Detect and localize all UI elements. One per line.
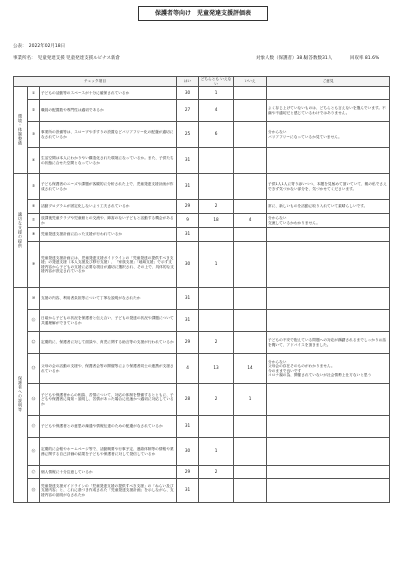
no-count bbox=[234, 466, 267, 479]
item-number: ⑯ bbox=[28, 438, 40, 466]
item-number: ⑩ bbox=[28, 288, 40, 310]
comment-text: 常に、新しいものを活動に取り入れていて素晴らしいです。 bbox=[267, 200, 390, 214]
table-row bbox=[14, 228, 390, 242]
no-count bbox=[234, 288, 267, 310]
item-number: ② bbox=[28, 100, 40, 122]
yes-count: 29 bbox=[177, 466, 199, 479]
either-count: 2 bbox=[199, 200, 234, 214]
no-count bbox=[234, 479, 267, 503]
header-comments: ご意見 bbox=[267, 77, 390, 87]
comment-text bbox=[267, 438, 390, 466]
no-count bbox=[234, 100, 267, 122]
category-text: 保護者への説明等 bbox=[18, 376, 23, 413]
comment-text bbox=[267, 228, 390, 242]
yes-count: 29 bbox=[177, 200, 199, 214]
either-count: 18 bbox=[199, 214, 234, 228]
yes-count: 31 bbox=[177, 148, 199, 174]
no-count bbox=[234, 438, 267, 466]
no-count bbox=[234, 416, 267, 438]
category-label bbox=[14, 174, 28, 288]
item-number: ① bbox=[28, 87, 40, 100]
table-row bbox=[14, 416, 390, 438]
table-row bbox=[14, 479, 390, 503]
item-number: ⑪ bbox=[28, 310, 40, 332]
item-text: 子どもや保護者からの相談、苦情について、対応の体制を整備するとともに、子どもや保護者に周知・説明し、苦情があった場合に迅速かつ適切に対応しているか bbox=[40, 384, 177, 416]
comment-text bbox=[267, 87, 390, 100]
comment-text: 分からない 父母会の存在そのものがわかりません。 今のままで良いです コロナ禍の為、開催されていないが社会情勢上仕方ないと思う bbox=[267, 354, 390, 384]
item-text: 職員の配置数や専門性は適切であるか bbox=[40, 100, 177, 122]
item-text: 子どもや保護者との意思の疎通や情報伝達のための配慮がなされているか bbox=[40, 416, 177, 438]
item-text: 日頃から子どもの状況を保護者と伝え合い、子どもの発達の状況や課題について共通理解ができているか bbox=[40, 310, 177, 332]
either-count bbox=[199, 310, 234, 332]
comment-text bbox=[267, 384, 390, 416]
table-row bbox=[14, 438, 390, 466]
yes-count: 31 bbox=[177, 479, 199, 503]
table-header-row bbox=[14, 77, 390, 87]
table-row bbox=[14, 200, 390, 214]
item-text: 活動プログラムが固定化しないよう工夫されているか bbox=[40, 200, 177, 214]
either-count: 2 bbox=[199, 332, 234, 354]
yes-count: 28 bbox=[177, 384, 199, 416]
table-row bbox=[14, 288, 390, 310]
item-text: 父母の会の活動の支援や、保護者会等の開催等により保護者同士の連携が支援されているか bbox=[40, 354, 177, 384]
table-row bbox=[14, 354, 390, 384]
comment-text bbox=[267, 148, 390, 174]
no-count bbox=[234, 310, 267, 332]
comment-text: 分からない バリアフリーになっているか見ていません。 bbox=[267, 122, 390, 148]
either-count: 1 bbox=[199, 242, 234, 288]
either-count bbox=[199, 288, 234, 310]
no-count bbox=[234, 200, 267, 214]
yes-count: 30 bbox=[177, 438, 199, 466]
comment-text bbox=[267, 310, 390, 332]
comment-text: 子供1人1人に寄り添いつつ、本題を見極めて頂いていて、親の私でさえできず気づかない部分を、気づかせてくださいます。 bbox=[267, 174, 390, 200]
item-text: 支援の内容、利用者負担等について丁寧な説明がなされたか bbox=[40, 288, 177, 310]
table-row bbox=[14, 466, 390, 479]
item-number: ⑰ bbox=[28, 466, 40, 479]
item-text: 子どもの活動等のスペースが十分に確保されているか bbox=[40, 87, 177, 100]
table-row bbox=[14, 174, 390, 200]
category-label bbox=[14, 87, 28, 174]
item-text: 定期的に、保護者に対して面談や、育児に関する助言等の支援が行われているか bbox=[40, 332, 177, 354]
page-title: 保護者等向け 児童発達支援評価表 bbox=[138, 6, 268, 21]
item-number: ⑱ bbox=[28, 479, 40, 503]
facility-name: 事業所名： 児童発達支援 児童発達支援ルピナス新倉 bbox=[13, 56, 120, 61]
yes-count: 31 bbox=[177, 310, 199, 332]
item-text: 事業所の設備等は、スロープや手すりの設置などバリアフリー化の配慮が適切になされているか bbox=[40, 122, 177, 148]
comment-text bbox=[267, 416, 390, 438]
item-number: ⑫ bbox=[28, 332, 40, 354]
item-text: 子ども保護者のニーズや課題が客観的に分析された上で、児童発達支援計画が作成されているか bbox=[40, 174, 177, 200]
either-count: 4 bbox=[199, 100, 234, 122]
response-count: 回答数数31人 bbox=[304, 56, 333, 61]
evaluation-table bbox=[13, 76, 390, 503]
item-number: ④ bbox=[28, 148, 40, 174]
header-either: どちらとも いえない bbox=[199, 77, 234, 87]
no-count bbox=[234, 332, 267, 354]
collection-rate: 回収率 81.6% bbox=[350, 56, 380, 61]
yes-count: 30 bbox=[177, 87, 199, 100]
either-count bbox=[199, 228, 234, 242]
table-row bbox=[14, 100, 390, 122]
item-number: ⑤ bbox=[28, 174, 40, 200]
no-count bbox=[234, 122, 267, 148]
header-yes: はい bbox=[177, 77, 199, 87]
no-count: 4 bbox=[234, 214, 267, 228]
item-number: ⑦ bbox=[28, 214, 40, 228]
item-number: ⑧ bbox=[28, 228, 40, 242]
item-text: 児童発達支援計画に沿った支援が行われているか bbox=[40, 228, 177, 242]
publish-date: 公表： 2022年02月18日 bbox=[13, 44, 66, 49]
either-count: 1 bbox=[199, 87, 234, 100]
item-text: 生活空間は本人にわかりやい構造化された環境になっているか。また、子供たちの状態に合せた空間となっているか bbox=[40, 148, 177, 174]
comment-text: 分からない 交流しているかわかりません。 bbox=[267, 214, 390, 228]
item-number: ⑮ bbox=[28, 416, 40, 438]
no-count bbox=[234, 242, 267, 288]
table-row bbox=[14, 310, 390, 332]
either-count bbox=[199, 479, 234, 503]
table-row bbox=[14, 242, 390, 288]
category-text: 適切な支援の提供 bbox=[18, 211, 23, 248]
comment-text bbox=[267, 288, 390, 310]
item-number: ⑭ bbox=[28, 384, 40, 416]
table-row bbox=[14, 148, 390, 174]
yes-count: 9 bbox=[177, 214, 199, 228]
category-label bbox=[14, 288, 28, 503]
table-row bbox=[14, 87, 390, 100]
no-count bbox=[234, 148, 267, 174]
table-row bbox=[14, 122, 390, 148]
either-count bbox=[199, 148, 234, 174]
item-number: ③ bbox=[28, 122, 40, 148]
either-count: 6 bbox=[199, 122, 234, 148]
comment-text bbox=[267, 466, 390, 479]
item-text: 児童発達支援計画には、児童発達支援ガイドラインの「児童発達の提供すべき支援」の発達支援（本人支援及び移行支援）、「家族支援」「地域支援」で示す支援内容から子どもの支援に必要な項目が適切に選択され、その上で、具体的な支援内容が設定されているか bbox=[40, 242, 177, 288]
no-count bbox=[234, 228, 267, 242]
no-count: 14 bbox=[234, 354, 267, 384]
item-text: 定期的に会報やホームページ等で、活動概要や行事予定、連絡体制等の情報や業務に関する自己評価の結果を子どもや保護者に対して発信しているか bbox=[40, 438, 177, 466]
yes-count: 31 bbox=[177, 174, 199, 200]
yes-count: 4 bbox=[177, 354, 199, 384]
item-text: 児童発達支援ガイドラインの「児童発達支援の提供すべき支援」の「ねらい及び支援内容」と、これに基づき作成された「児童発達支援計画」を示しながら、支援内容の説明がなされたか bbox=[40, 479, 177, 503]
yes-count: 27 bbox=[177, 100, 199, 122]
table-row bbox=[14, 384, 390, 416]
either-count: 2 bbox=[199, 384, 234, 416]
table-row bbox=[14, 214, 390, 228]
header-no: いいえ bbox=[234, 77, 267, 87]
no-count bbox=[234, 87, 267, 100]
comment-text: よく存じ上げていないものは、どちらとも言えないを選んでいます。不満や不適切だと感じているわけではありません。 bbox=[267, 100, 390, 122]
either-count: 2 bbox=[199, 466, 234, 479]
either-count: 1 bbox=[199, 438, 234, 466]
table-row bbox=[14, 332, 390, 354]
no-count bbox=[234, 174, 267, 200]
item-text: 個人情報に十分注意しているか bbox=[40, 466, 177, 479]
yes-count: 25 bbox=[177, 122, 199, 148]
comment-text bbox=[267, 242, 390, 288]
yes-count: 31 bbox=[177, 416, 199, 438]
item-number: ⑥ bbox=[28, 200, 40, 214]
no-count: 1 bbox=[234, 384, 267, 416]
either-count: 13 bbox=[199, 354, 234, 384]
yes-count: 29 bbox=[177, 332, 199, 354]
yes-count: 31 bbox=[177, 228, 199, 242]
item-number: ⑬ bbox=[28, 354, 40, 384]
comment-text bbox=[267, 479, 390, 503]
header-check: チェック項目 bbox=[14, 77, 177, 87]
either-count bbox=[199, 174, 234, 200]
yes-count: 31 bbox=[177, 288, 199, 310]
category-text: 環境・体制整備 bbox=[18, 113, 23, 146]
yes-count: 30 bbox=[177, 242, 199, 288]
comment-text: 子どもの不安で抱えている問題への対応が躊躇されるまでしっかりお話を聞いて、アドバイスを頂きました。 bbox=[267, 332, 390, 354]
target-count: 対象人数（保護者）38人 bbox=[256, 56, 307, 61]
either-count bbox=[199, 416, 234, 438]
item-text: 放課後児童クラブや児童館との交流や、障害のない子どもと活動する機会があるか bbox=[40, 214, 177, 228]
item-number: ⑨ bbox=[28, 242, 40, 288]
